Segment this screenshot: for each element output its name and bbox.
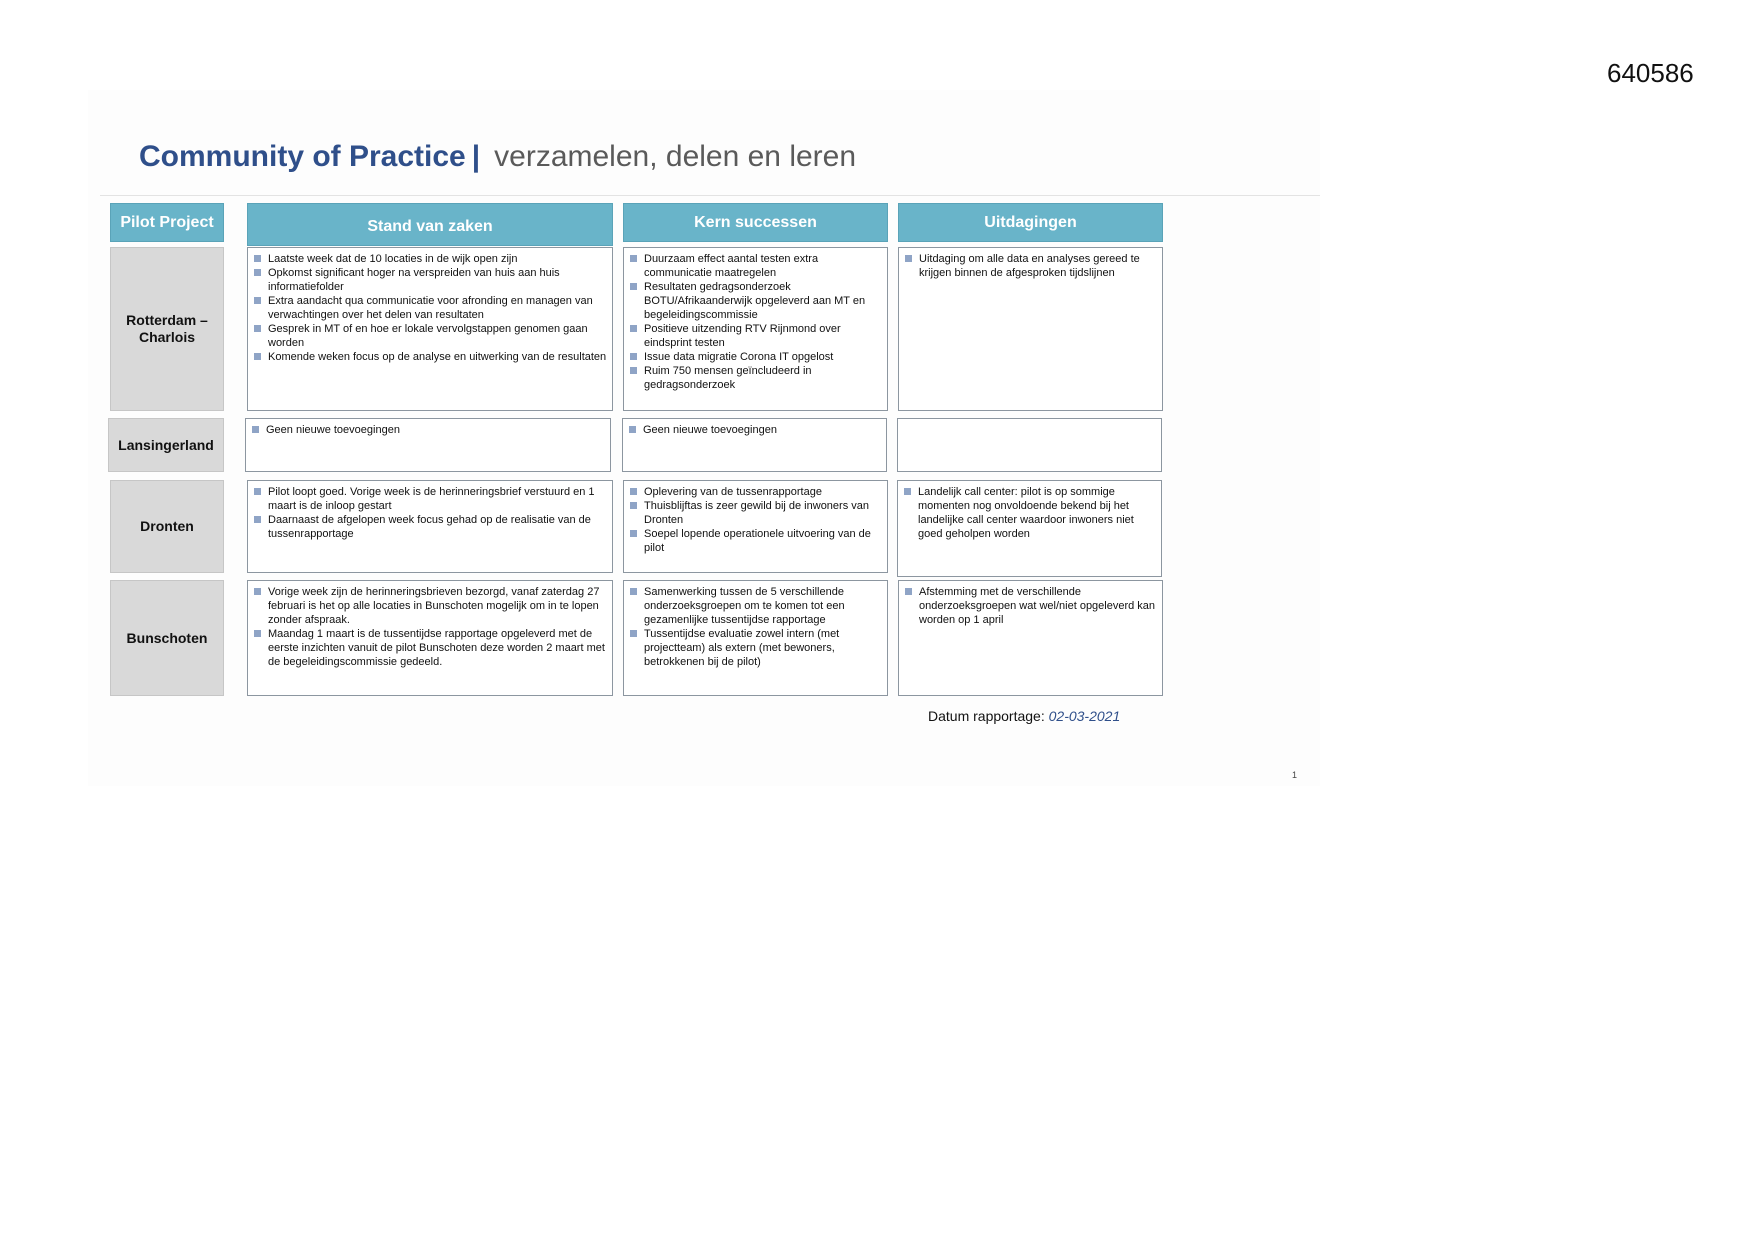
slide — [88, 90, 1320, 786]
row-label-bunschoten: Bunschoten — [110, 580, 224, 696]
list-item: Tussentijdse evaluatie zowel intern (met projectteam) als extern (met bewoners, betrokkenen bij de pilot) — [630, 627, 883, 669]
cell-rotterdam-stand — [247, 247, 613, 411]
header-label: Uitdagingen — [984, 213, 1077, 231]
list-item: Issue data migratie Corona IT opgelost — [630, 350, 883, 364]
square-bullet-icon — [254, 488, 261, 495]
list-item: Thuisblijftas is zeer gewild bij de inwoners van Dronten — [630, 499, 883, 527]
square-bullet-icon — [254, 353, 261, 360]
list-item: Samenwerking tussen de 5 verschillende onderzoeksgroepen om te komen tot een gezamenlijke tussentijdse rapportage — [630, 585, 883, 627]
row-label-dronten: Dronten — [110, 480, 224, 573]
title-main: Community of Practice — [139, 140, 466, 173]
bullet-list — [252, 423, 606, 437]
bullet-list — [905, 585, 1158, 627]
list-item: Maandag 1 maart is de tussentijdse rapportage opgeleverd met de eerste inzichten vanuit de pilot Bunschoten deze worden 2 maart met de begeleidingscommissie gedeeld. — [254, 627, 608, 669]
square-bullet-icon — [630, 530, 637, 537]
cell-bunschoten-stand — [247, 580, 613, 696]
cell-lansingerland-successen — [622, 418, 887, 472]
list-item: Daarnaast de afgelopen week focus gehad op de realisatie van de tussenrapportage — [254, 513, 608, 541]
list-item: Positieve uitzending RTV Rijnmond over eindsprint testen — [630, 322, 883, 350]
cell-bunschoten-uitdagingen — [898, 580, 1163, 696]
bullet-list — [904, 485, 1157, 541]
header-label: Stand van zaken — [367, 217, 493, 235]
cell-lansingerland-stand — [245, 418, 611, 472]
row-label-lansingerland: Lansingerland — [108, 418, 224, 472]
list-item: Vorige week zijn de herinneringsbrieven bezorgd, vanaf zaterdag 27 februari is het op alle locaties in Bunschoten mogelijk om in te lopen zonder afspraak. — [254, 585, 608, 627]
list-item: Pilot loopt goed. Vorige week is de herinneringsbrief verstuurd en 1 maart is de inloop gestart — [254, 485, 608, 513]
header-pilot-project — [110, 203, 224, 242]
bullet-list — [630, 585, 883, 669]
square-bullet-icon — [630, 353, 637, 360]
list-item: Afstemming met de verschillende onderzoeksgroepen wat wel/niet opgeleverd kan worden op 1 april — [905, 585, 1158, 627]
square-bullet-icon — [254, 630, 261, 637]
cell-dronten-successen — [623, 480, 888, 573]
header-label: Pilot Project — [120, 213, 214, 231]
list-item: Extra aandacht qua communicatie voor afronding en managen van verwachtingen over het delen van resultaten — [254, 294, 608, 322]
document-id: 640586 — [1607, 58, 1694, 88]
slide-title — [139, 140, 856, 174]
bullet-list — [629, 423, 882, 437]
report-date-value: 02-03-2021 — [1048, 708, 1121, 724]
page-number: 1 — [1292, 770, 1298, 780]
square-bullet-icon — [254, 255, 261, 262]
square-bullet-icon — [254, 325, 261, 332]
list-item: Geen nieuwe toevoegingen — [252, 423, 606, 437]
title-subtitle: verzamelen, delen en leren — [494, 140, 857, 173]
title-divider — [100, 195, 1320, 196]
cell-bunschoten-successen — [623, 580, 888, 696]
title-separator: | — [471, 140, 481, 173]
square-bullet-icon — [254, 588, 261, 595]
bullet-list — [905, 252, 1158, 280]
list-item: Landelijk call center: pilot is op sommige momenten nog onvoldoende bekend bij het landelijke call center waardoor inwoners niet goed geholpen worden — [904, 485, 1157, 541]
square-bullet-icon — [254, 516, 261, 523]
bullet-list — [254, 585, 608, 669]
list-item: Ruim 750 mensen geïncludeerd in gedragsonderzoek — [630, 364, 883, 392]
list-item: Opkomst significant hoger na verspreiden van huis aan huis informatiefolder — [254, 266, 608, 294]
list-item: Laatste week dat de 10 locaties in de wijk open zijn — [254, 252, 608, 266]
square-bullet-icon — [252, 426, 259, 433]
header-uitdagingen — [898, 203, 1163, 242]
square-bullet-icon — [630, 367, 637, 374]
square-bullet-icon — [630, 325, 637, 332]
cell-dronten-stand — [247, 480, 613, 573]
cell-dronten-uitdagingen — [897, 480, 1162, 577]
bullet-list — [630, 252, 883, 392]
square-bullet-icon — [904, 488, 911, 495]
header-stand-van-zaken — [247, 203, 613, 246]
list-item: Oplevering van de tussenrapportage — [630, 485, 883, 499]
bullet-list — [254, 252, 608, 364]
square-bullet-icon — [905, 588, 912, 595]
report-date-label: Datum rapportage: — [928, 708, 1045, 724]
list-item: Soepel lopende operationele uitvoering van de pilot — [630, 527, 883, 555]
bullet-list — [254, 485, 608, 541]
report-date — [928, 708, 1120, 724]
list-item: Resultaten gedragsonderzoek BOTU/Afrikaanderwijk opgeleverd aan MT en begeleidingscommissie — [630, 280, 883, 322]
cell-lansingerland-uitdagingen — [897, 418, 1162, 472]
list-item: Geen nieuwe toevoegingen — [629, 423, 882, 437]
row-label-rotterdam-charlois: Rotterdam – Charlois — [110, 247, 224, 411]
square-bullet-icon — [905, 255, 912, 262]
square-bullet-icon — [254, 269, 261, 276]
cell-rotterdam-successen — [623, 247, 888, 411]
list-item: Gesprek in MT of en hoe er lokale vervolgstappen genomen gaan worden — [254, 322, 608, 350]
header-label: Kern successen — [694, 213, 817, 231]
cell-rotterdam-uitdagingen — [898, 247, 1163, 411]
square-bullet-icon — [629, 426, 636, 433]
list-item: Uitdaging om alle data en analyses gereed te krijgen binnen de afgesproken tijdslijnen — [905, 252, 1158, 280]
list-item: Komende weken focus op de analyse en uitwerking van de resultaten — [254, 350, 608, 364]
list-item: Duurzaam effect aantal testen extra communicatie maatregelen — [630, 252, 883, 280]
square-bullet-icon — [630, 502, 637, 509]
header-kern-successen — [623, 203, 888, 242]
square-bullet-icon — [630, 588, 637, 595]
square-bullet-icon — [630, 255, 637, 262]
bullet-list — [630, 485, 883, 555]
square-bullet-icon — [630, 488, 637, 495]
square-bullet-icon — [254, 297, 261, 304]
square-bullet-icon — [630, 630, 637, 637]
square-bullet-icon — [630, 283, 637, 290]
